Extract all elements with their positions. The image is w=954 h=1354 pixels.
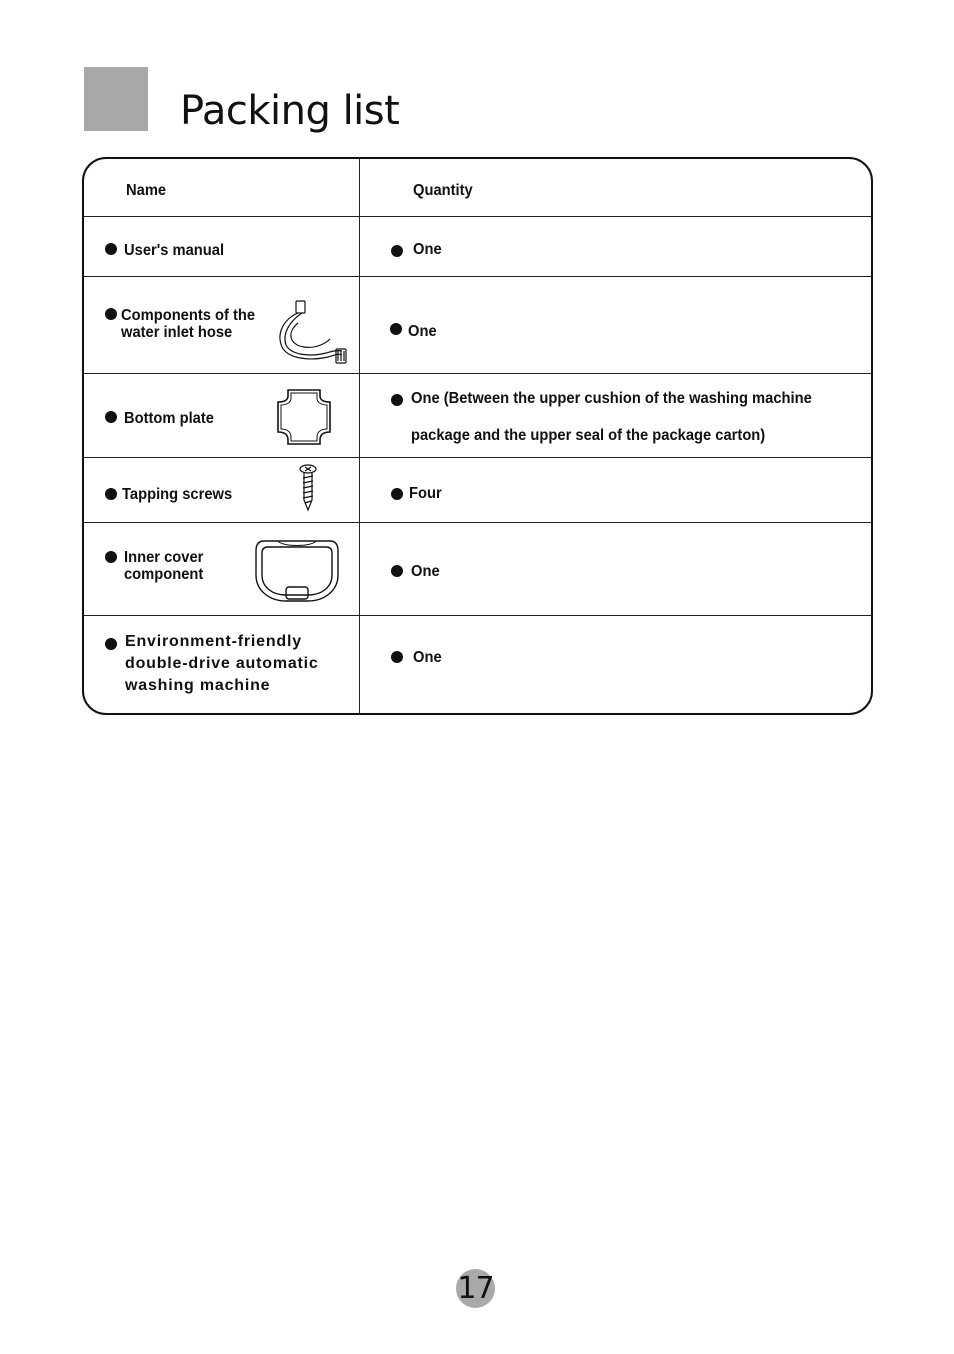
header-name: Name [126,182,167,199]
bullet-icon [105,411,117,423]
bullet-icon [105,638,117,650]
item-quantity: One (Between the upper cushion of the washing machine [411,390,812,407]
column-divider [359,159,360,713]
bullet-icon [105,243,117,255]
item-quantity: One [411,563,440,580]
section-marker-block [84,67,148,131]
item-name: Bottom plate [124,410,214,427]
item-quantity-note: package and the upper seal of the package carton) [411,427,766,444]
bottom-plate-icon [274,388,334,448]
item-name: washing machine [125,677,271,694]
page-title: Packing list [180,88,400,134]
row-divider [84,276,871,277]
item-name: Components of the [121,307,256,324]
row-divider [84,373,871,374]
header-quantity: Quantity [413,182,473,199]
bullet-icon [391,488,403,500]
inner-cover-icon [254,535,340,603]
bullet-icon [391,245,403,257]
bullet-icon [105,308,117,320]
row-divider [84,457,871,458]
bullet-icon [390,323,402,335]
bullet-icon [105,551,117,563]
water-inlet-hose-icon [274,299,348,371]
page-number: 17 [457,1271,494,1306]
item-name: User's manual [124,242,225,259]
item-name: water inlet hose [121,324,233,341]
row-divider [84,615,871,616]
item-quantity: One [413,241,442,258]
item-name: Environment-friendly [125,633,302,650]
bullet-icon [391,565,403,577]
item-quantity: Four [409,485,442,502]
bullet-icon [105,488,117,500]
packing-list-table [82,157,873,715]
item-name: double-drive automatic [125,655,319,672]
bullet-icon [391,651,403,663]
item-quantity: One [408,323,437,340]
item-name: Tapping screws [122,486,233,503]
item-name: component [124,566,204,583]
tapping-screw-icon [298,464,318,512]
bullet-icon [391,394,403,406]
row-divider [84,522,871,523]
item-quantity: One [413,649,442,666]
item-name: Inner cover [124,549,204,566]
row-divider [84,216,871,217]
